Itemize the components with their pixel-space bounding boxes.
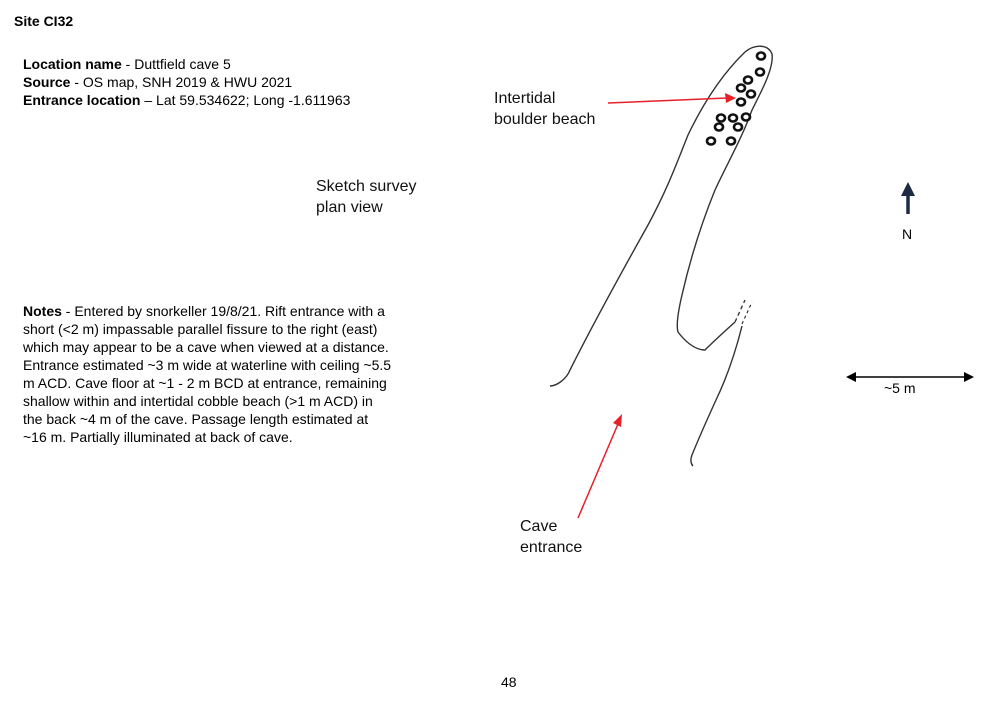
- sketch-survey-label: [316, 176, 416, 218]
- north-arrow-icon: [901, 182, 915, 214]
- scale-label: ~5 m: [884, 380, 916, 396]
- boulder: [734, 124, 742, 131]
- beach-label-line1: Intertidal: [494, 90, 556, 107]
- boulder: [727, 138, 735, 145]
- location-label: Location name: [23, 56, 122, 72]
- boulder: [715, 124, 723, 131]
- boulder-beach-label: [494, 88, 595, 130]
- boulder: [757, 53, 765, 60]
- entrance-pointer-arrow: [578, 414, 622, 518]
- boulder: [737, 99, 745, 106]
- boulder: [717, 115, 725, 122]
- source-value: - OS map, SNH 2019 & HWU 2021: [70, 74, 293, 90]
- fissure-dashed: [735, 300, 745, 322]
- boulder: [742, 114, 750, 121]
- page-number: 48: [501, 674, 517, 690]
- north-label: N: [902, 226, 913, 242]
- location-value: - Duttfield cave 5: [121, 56, 231, 72]
- boulder: [756, 69, 764, 76]
- source-label: Source: [23, 74, 71, 90]
- entrance-label-line2: entrance: [520, 539, 583, 556]
- notes-text: - Entered by snorkeller 19/8/21. Rift entrance with a short (<2 m) impassable parallel fissure to the right (east) which may appear to be a cave when viewed at a distance. Entrance estimated ~3 m wide at waterline with ceiling ~5.5 m ACD. Cave floor at ~1 - 2 m BCD at entrance, remaining shallow within and intertidal cobble beach (>1 m ACD) in the back ~4 m of the cave. Passage length estimated at ~16 m. Partially illuminated at back of cave.: [23, 303, 392, 445]
- survey-label-line2: plan view: [316, 199, 383, 216]
- cave-right-wall: [677, 110, 752, 350]
- beach-pointer-arrow: [608, 93, 736, 103]
- beach-label-line2: boulder beach: [494, 111, 596, 128]
- entrance-label-line1: Cave: [520, 518, 558, 535]
- notes-label: Notes: [23, 303, 62, 319]
- cave-entrance-label: [520, 516, 582, 558]
- fissure-line: [691, 326, 742, 466]
- boulder: [747, 91, 755, 98]
- entrance-label: Entrance location: [23, 92, 141, 108]
- survey-label-line1: Sketch survey: [316, 178, 417, 195]
- boulder: [737, 85, 745, 92]
- entrance-value: – Lat 59.534622; Long -1.611963: [140, 92, 351, 108]
- boulder: [744, 77, 752, 84]
- site-title: Site CI32: [14, 13, 74, 29]
- fissure-dashed-2: [742, 302, 752, 324]
- boulder: [729, 115, 737, 122]
- boulder: [707, 138, 715, 145]
